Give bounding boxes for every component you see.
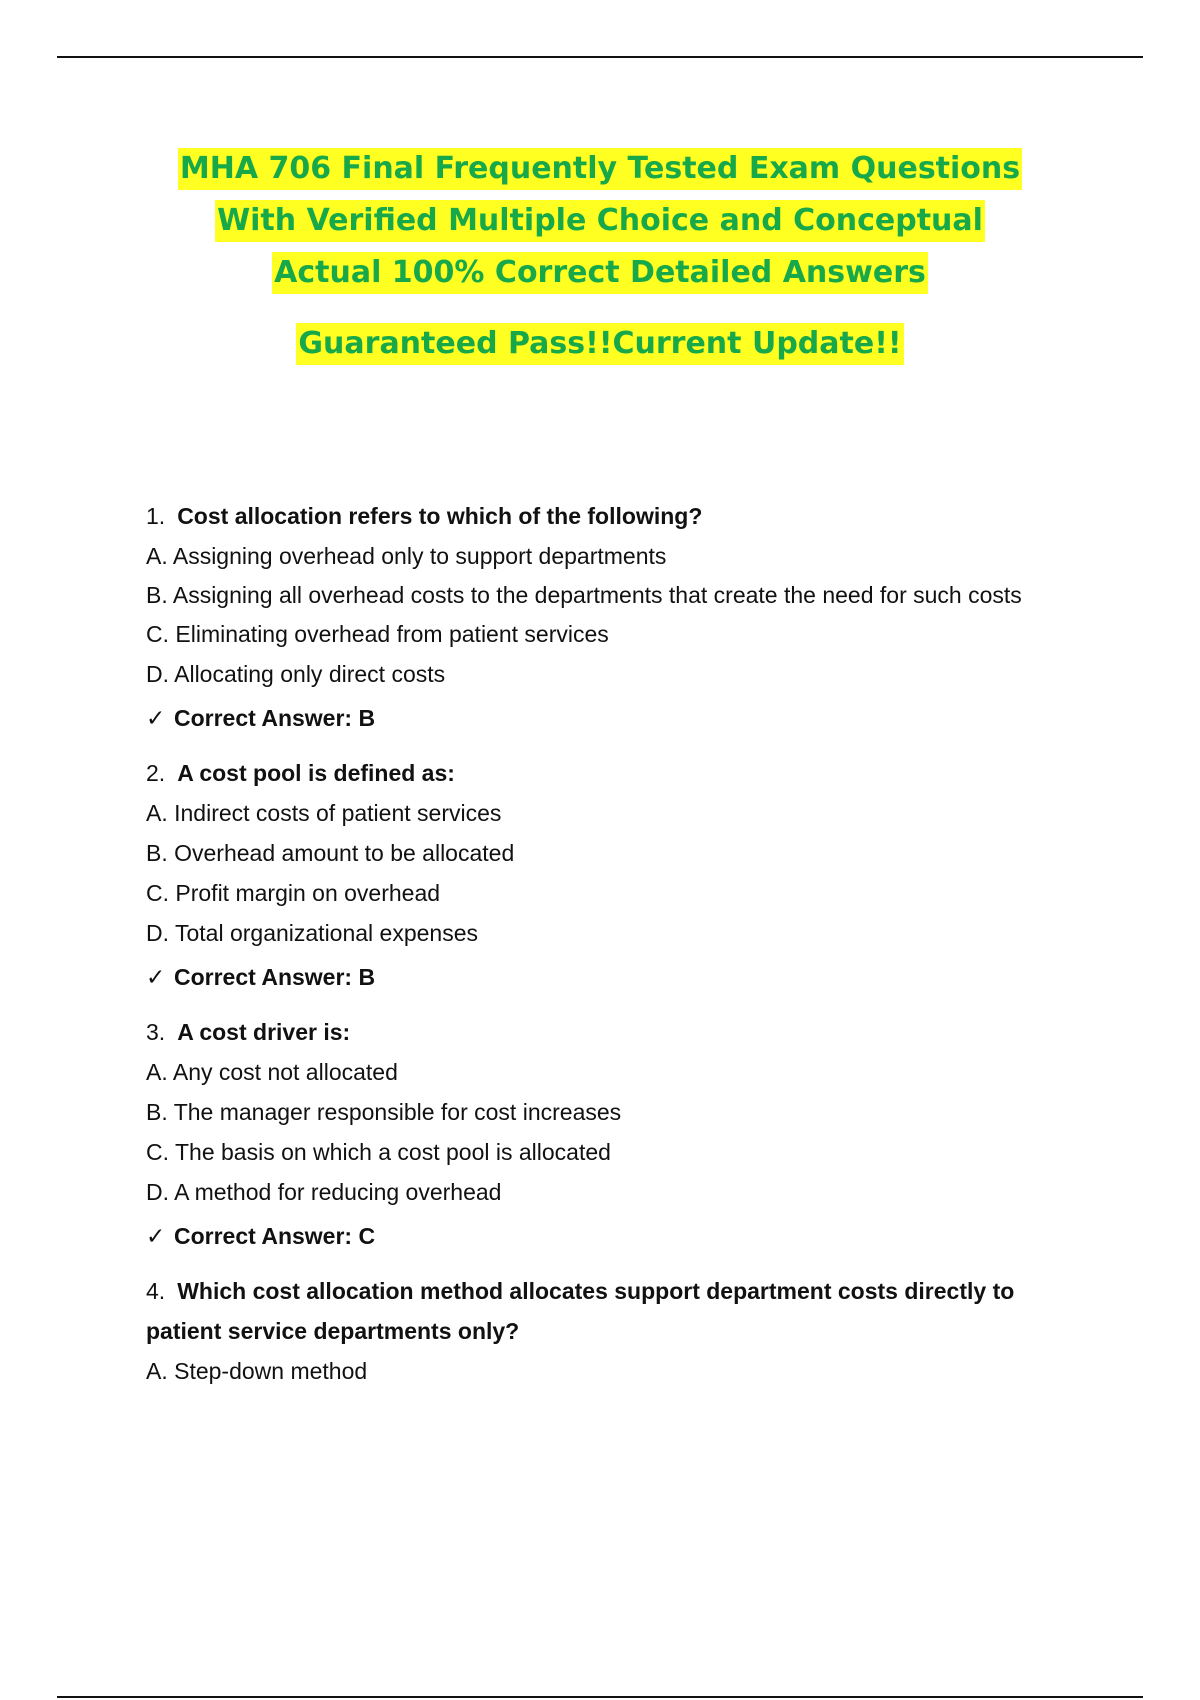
question-list — [146, 496, 1086, 1406]
title-line-4: Guaranteed Pass!!Current Update!! — [0, 321, 1200, 373]
correct-answer — [146, 957, 1086, 997]
option-d: D. Total organizational expenses — [146, 920, 479, 946]
option-a: A. Step-down method — [146, 1358, 368, 1384]
correct-answer-text: Correct Answer: C — [174, 1223, 376, 1249]
option-b: B. Assigning all overhead costs to the departments that create the need for such costs — [146, 582, 1022, 608]
question-number: 1. — [146, 503, 166, 529]
title-line-2: With Verified Multiple Choice and Conceptual — [0, 198, 1200, 250]
question-1 — [146, 496, 1086, 738]
question-text: Cost allocation refers to which of the following? — [177, 503, 703, 529]
option-d: D. Allocating only direct costs — [146, 661, 446, 687]
option-a: A. Any cost not allocated — [146, 1059, 398, 1085]
question-heading — [146, 1271, 1086, 1351]
question-text: A cost driver is: — [177, 1019, 351, 1045]
option-c: C. Eliminating overhead from patient services — [146, 621, 609, 647]
correct-answer-text: Correct Answer: B — [174, 964, 376, 990]
question-3 — [146, 1012, 1086, 1256]
question-heading — [146, 1012, 1086, 1052]
option-c: C. The basis on which a cost pool is allocated — [146, 1139, 611, 1165]
question-text: Which cost allocation method allocates support department costs directly to patient service departments only? — [146, 1278, 1015, 1344]
option-b: B. The manager responsible for cost increases — [146, 1099, 622, 1125]
bottom-rule — [57, 1696, 1143, 1698]
document-title — [0, 146, 1200, 373]
option-d: D. A method for reducing overhead — [146, 1179, 502, 1205]
question-heading — [146, 753, 1086, 793]
question-number: 2. — [146, 760, 166, 786]
question-number: 4. — [146, 1278, 166, 1304]
title-line-3: Actual 100% Correct Detailed Answers — [0, 250, 1200, 302]
correct-answer — [146, 1216, 1086, 1256]
question-4 — [146, 1271, 1086, 1391]
question-number: 3. — [146, 1019, 166, 1045]
option-c: C. Profit margin on overhead — [146, 880, 441, 906]
question-text: A cost pool is defined as: — [177, 760, 455, 786]
title-line-1: MHA 706 Final Frequently Tested Exam Questions — [0, 146, 1200, 198]
correct-answer — [146, 698, 1086, 738]
correct-answer-text: Correct Answer: B — [174, 705, 376, 731]
option-a: A. Indirect costs of patient services — [146, 800, 502, 826]
question-2 — [146, 753, 1086, 997]
question-heading — [146, 496, 1086, 536]
option-a: A. Assigning overhead only to support departments — [146, 543, 667, 569]
top-rule — [57, 56, 1143, 58]
check-icon: ✓ — [146, 705, 166, 731]
option-b: B. Overhead amount to be allocated — [146, 840, 515, 866]
check-icon: ✓ — [146, 964, 166, 990]
check-icon: ✓ — [146, 1223, 166, 1249]
